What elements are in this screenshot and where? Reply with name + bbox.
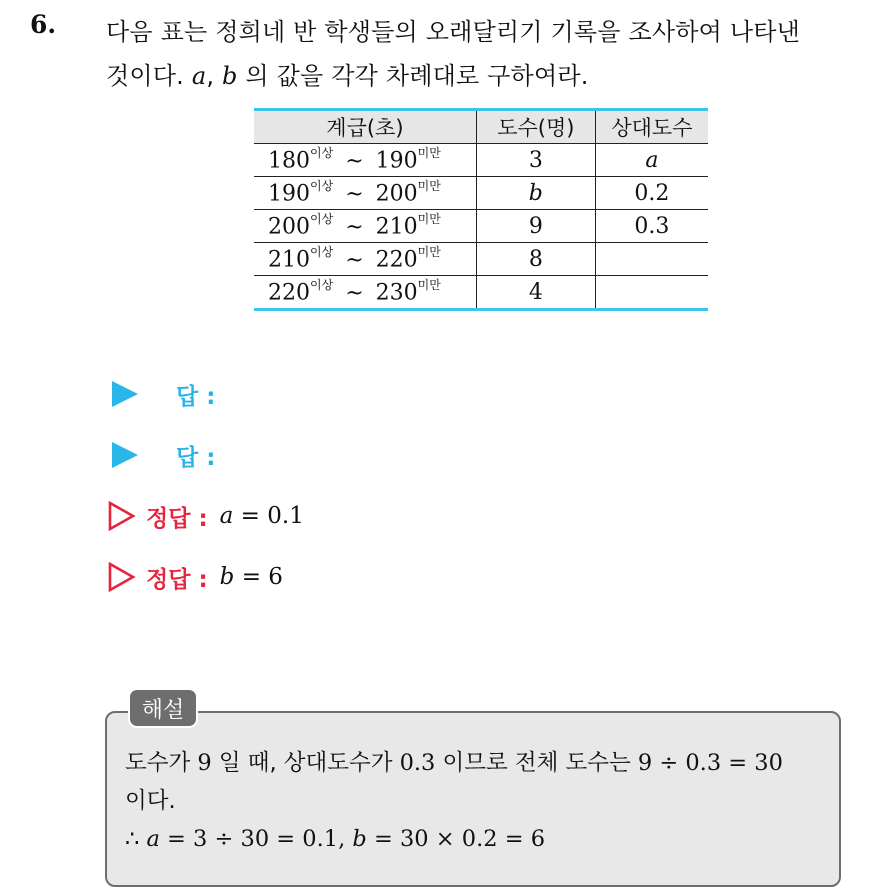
correct-answer-value: a = 0.1: [219, 503, 304, 529]
class-interval: $220^{이상}$ ~ $230^{미만}$: [254, 276, 476, 310]
answer-label: 답 :: [176, 444, 216, 471]
relative-frequency-cell: 0.3: [595, 210, 708, 243]
explanation-tab: 해설: [128, 688, 198, 728]
class-interval: $200^{이상}$ ~ $210^{미만}$: [254, 210, 476, 243]
relative-frequency-cell: 0.2: [595, 177, 708, 210]
table-row: [254, 210, 708, 243]
relative-frequency-cell: [595, 276, 708, 310]
answer-row-2[interactable]: [108, 435, 215, 475]
explanation-line-2: 이다.: [125, 788, 176, 814]
correct-answer-value: b = 6: [219, 564, 283, 590]
frequency-cell: b: [476, 177, 595, 210]
explanation-text: [125, 744, 835, 858]
table-row: [254, 276, 708, 310]
question-text: [106, 10, 876, 98]
header-relative-frequency: 상대도수: [595, 110, 708, 144]
table-row: [254, 177, 708, 210]
explanation-line-1: 도수가 9 일 때, 상대도수가 0.3 이므로 전체 도수는 9 ÷ 0.3 = 30: [125, 750, 783, 776]
question-line-2-post: 의 값을 각각 차례대로 구하여라.: [237, 62, 589, 90]
outline-triangle-icon: [108, 562, 136, 592]
relative-frequency-cell: a: [595, 144, 708, 177]
frequency-cell: 9: [476, 210, 595, 243]
answer-label: 답 :: [176, 383, 216, 410]
table-row: [254, 144, 708, 177]
comma: ,: [206, 62, 222, 90]
variable-b: b: [222, 62, 238, 90]
table-header-row: [254, 110, 708, 144]
class-interval: $210^{이상}$ ~ $220^{미만}$: [254, 243, 476, 276]
outline-triangle-icon: [108, 501, 136, 531]
filled-triangle-icon: [112, 381, 138, 407]
question-number: 6.: [30, 10, 57, 39]
table-row: [254, 243, 708, 276]
frequency-table: [254, 108, 708, 311]
variable-a: a: [191, 62, 207, 90]
class-interval: $190^{이상}$ ~ $200^{미만}$: [254, 177, 476, 210]
question-line-2-pre: 것이다.: [106, 62, 192, 90]
frequency-cell: 8: [476, 243, 595, 276]
header-class: 계급(초): [254, 110, 476, 144]
relative-frequency-cell: [595, 243, 708, 276]
question-line-2: [106, 54, 876, 98]
filled-triangle-icon: [112, 442, 138, 468]
correct-answer-row-2: [108, 557, 283, 597]
question-line-1: 다음 표는 정희네 반 학생들의 오래달리기 기록을 조사하여 나타낸: [106, 18, 800, 46]
correct-answer-label: 정답 :: [146, 566, 208, 593]
answer-row-1[interactable]: [108, 374, 215, 414]
header-frequency: 도수(명): [476, 110, 595, 144]
correct-answer-row-1: [108, 496, 304, 536]
frequency-cell: 4: [476, 276, 595, 310]
frequency-cell: 3: [476, 144, 595, 177]
class-interval: $180^{이상}$ ~ $190^{미만}$: [254, 144, 476, 177]
explanation-line-3: ∴ a = 3 ÷ 30 = 0.1, b = 30 × 0.2 = 6: [125, 826, 546, 852]
correct-answer-label: 정답 :: [146, 505, 208, 532]
